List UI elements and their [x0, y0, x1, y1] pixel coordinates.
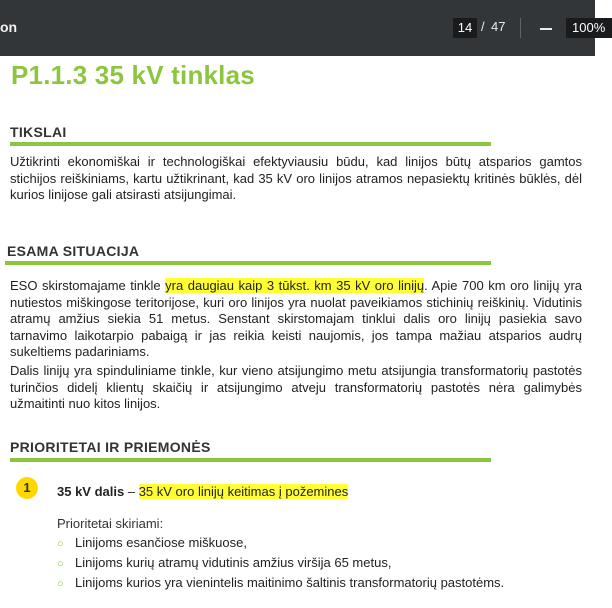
list-item-text: Linijoms kurios yra vienintelis maitinimo šaltinis transformatorių pastotėms.: [75, 575, 505, 590]
circle-bullet-icon: ○: [57, 578, 64, 590]
circle-bullet-icon: ○: [57, 558, 64, 570]
toolbar-divider: [520, 18, 521, 38]
situation-text-before: ESO skirstomajame tinkle: [10, 278, 166, 293]
minus-icon[interactable]: [534, 14, 558, 42]
circle-bullet-icon: ○: [57, 538, 64, 550]
situation-paragraph-1: [10, 278, 582, 361]
section-rule: [5, 261, 491, 265]
goals-paragraph: Užtikrinti ekonomiškai ir technologiškai efektyviausiu būdu, kad linijos būtų atsparios gamtos stichijos reiškiniams, kartu užtikrinant, kad 35 kV oro linijos atramos nepasiektų kritinės būklės, dėl kurios linijose gali atsirasti atsijungimai.: [10, 154, 582, 202]
list-item: [57, 555, 391, 570]
page-separator: /: [481, 19, 485, 34]
priority-number-badge: 1: [16, 477, 38, 499]
pdf-toolbar: [0, 0, 606, 56]
list-item: [57, 575, 504, 590]
total-pages: 47: [491, 19, 506, 34]
situation-text-after: . Apie 700 km oro linijų yra nutiestos miškingose teritorijose, kuri oro linijos yra nuolat paveikiamos stichinių reiškinių. Vidutinis atramų amžius siekia 51 metus. Senstant skirstomajam tinklui dalis oro linijų pasiekia savo tarnavimo laikotarpio pabaigą ir jas reikia keisti naujomis, jos tampa mažiau atsparios audrų sukeltiems padariniams.: [10, 278, 583, 359]
current-page-input[interactable]: 14: [453, 18, 477, 38]
list-item: [57, 535, 247, 550]
pdf-page: [0, 56, 595, 608]
section-rule: [10, 142, 491, 146]
priority-item-dash: –: [124, 484, 139, 499]
zoom-level-input[interactable]: 100%: [566, 18, 612, 38]
situation-paragraph-2: Dalis linijų yra spinduliniame tinkle, kur vieno atsijungimo metu atsijungia transformatorių pastotės turinčios didelį klientų skaičių ir atsijungimo atveju transformatorių pastotės nėra galimybės užmaitinti nuo kitos linijos.: [10, 363, 582, 411]
section-heading-situation: ESAMA SITUACIJA: [7, 243, 140, 259]
priority-item: [57, 484, 348, 499]
highlighted-text: 35 kV oro linijų keitimas į požemines: [138, 484, 349, 499]
list-item-text: Linijoms kurių atramų vidutinis amžius viršija 65 metus,: [75, 555, 392, 570]
section-heading-priorities: PRIORITETAI IR PRIEMONĖS: [10, 439, 211, 455]
section-rule: [10, 458, 491, 462]
document-title-truncated: on: [0, 19, 18, 35]
section-heading-goals: TIKSLAI: [10, 124, 67, 140]
page-title: P1.1.3 35 kV tinklas: [11, 60, 255, 90]
highlighted-text: yra daugiau kaip 3 tūkst. km 35 kV oro linijų: [165, 278, 425, 293]
priorities-sublabel: Prioritetai skiriami:: [57, 516, 164, 531]
list-item-text: Linijoms esančiose miškuose,: [75, 535, 247, 550]
priority-item-label: 35 kV dalis: [57, 484, 125, 499]
